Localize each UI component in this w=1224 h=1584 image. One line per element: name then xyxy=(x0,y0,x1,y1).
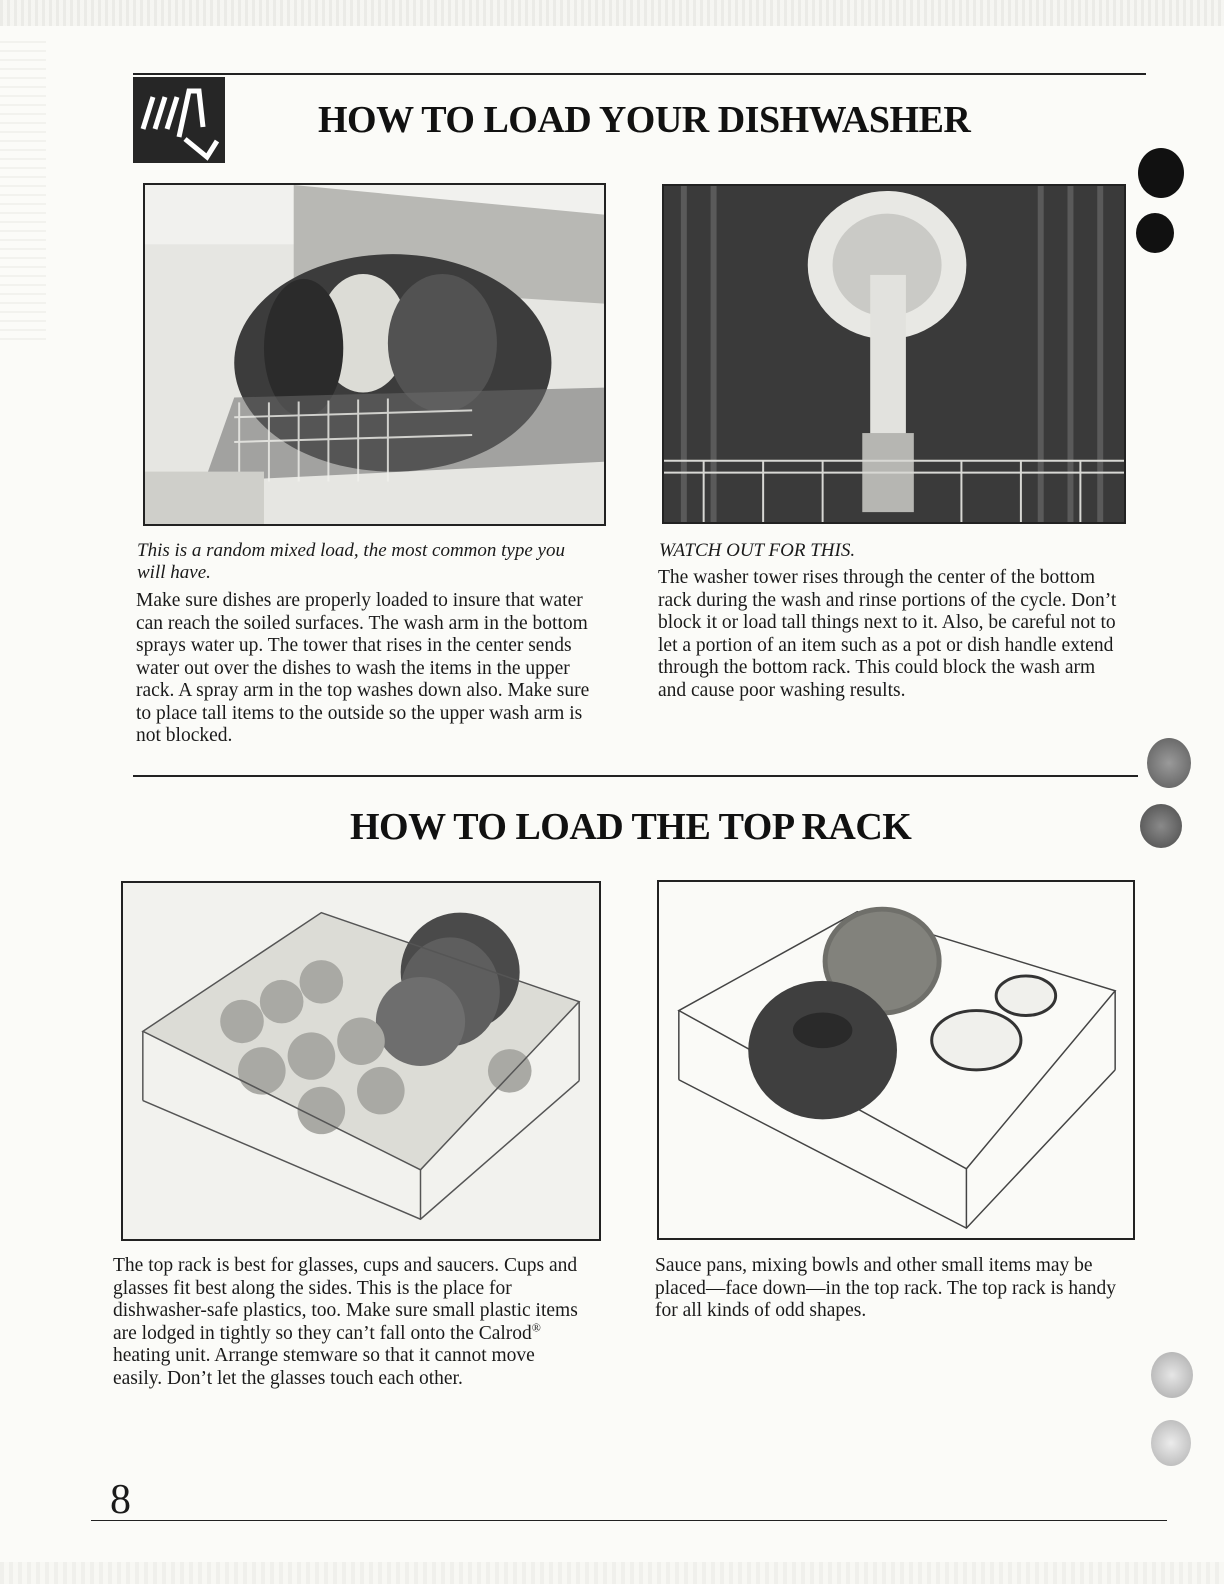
binder-hole-icon xyxy=(1138,148,1184,198)
body-top-rack-pans: Sauce pans, mixing bowls and other small items may be placed—face down—in the top rack. The top rack is handy for all kinds of odd shapes. xyxy=(655,1255,1116,1321)
section-divider-rule xyxy=(133,775,1138,777)
caption-mixed-load: This is a random mixed load, the most common type you will have. xyxy=(137,540,565,583)
section-heading-load-dishwasher: HOW TO LOAD YOUR DISHWASHER xyxy=(318,99,971,141)
body-top-rack-glasses-part1: The top rack is best for glasses, cups and saucers. Cups and glasses fit best along the sides. This is the place for dishwasher-safe plastics, too. Make sure small plastic items are lodged in tightly so they can’t fall onto the Calrod xyxy=(113,1255,578,1344)
photo-mixed-load xyxy=(143,183,606,526)
photo-washer-tower xyxy=(662,184,1126,524)
registered-mark: ® xyxy=(531,1320,541,1334)
ge-hand-logo-icon xyxy=(133,77,225,163)
binder-hole-icon xyxy=(1140,804,1182,848)
binder-hole-icon xyxy=(1136,213,1174,253)
binder-hole-icon xyxy=(1151,1352,1193,1398)
page-number: 8 xyxy=(110,1477,131,1523)
scan-edge-bottom xyxy=(0,1562,1224,1584)
section-heading-top-rack: HOW TO LOAD THE TOP RACK xyxy=(350,806,912,848)
photo-top-rack-pans xyxy=(657,880,1135,1240)
caption-watch-out: WATCH OUT FOR THIS. xyxy=(659,540,856,561)
body-top-rack-glasses-part2: heating unit. Arrange stemware so that it cannot move easily. Don’t let the glasses touch each other. xyxy=(113,1345,535,1389)
footer-rule xyxy=(91,1520,1167,1521)
top-rule xyxy=(133,73,1146,75)
photo-top-rack-glasses xyxy=(121,881,601,1241)
scan-edge-top xyxy=(0,0,1224,26)
scan-edge-left xyxy=(0,40,46,340)
binder-hole-icon xyxy=(1151,1420,1191,1466)
body-mixed-load: Make sure dishes are properly loaded to insure that water can reach the soiled surfaces. The wash arm in the bottom sprays water up. The tower that rises in the center sends water out over the dishes to wash the items in the upper rack. A spray arm in the top washes down also. Make sure to place tall items to the outside so the upper wash arm is not blocked. xyxy=(136,590,590,746)
body-washer-tower: The washer tower rises through the center of the bottom rack during the wash and rinse portions of the cycle. Don’t block it or load tall things next to it. Also, be careful not to let a portion of an item such as a pot or dish handle extend through the bottom rack. This could block the wash arm and cause poor washing results. xyxy=(658,567,1117,701)
binder-hole-icon xyxy=(1147,738,1191,788)
body-top-rack-glasses xyxy=(113,1255,587,1390)
